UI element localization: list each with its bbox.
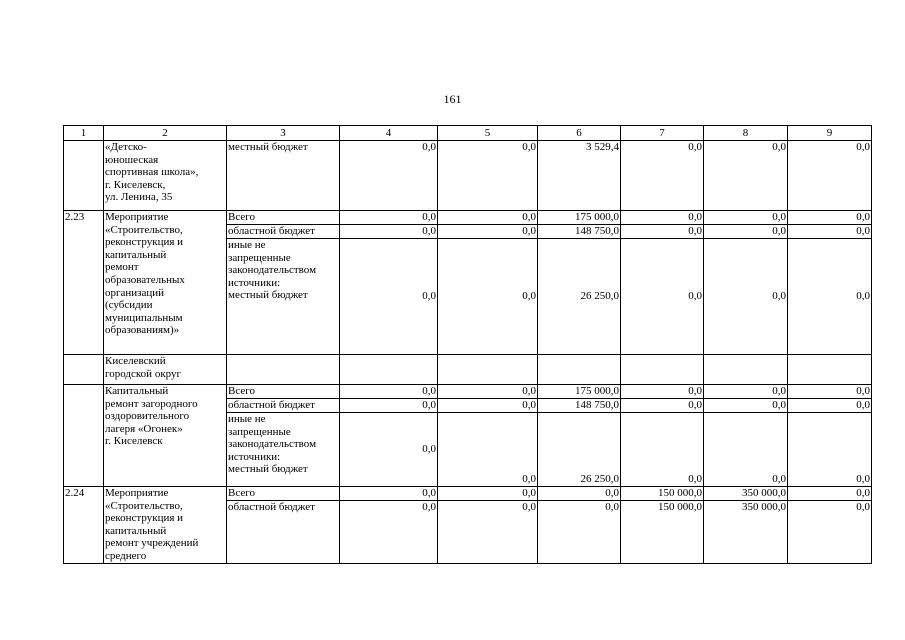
column-header: 8 (704, 126, 788, 141)
column-header: 4 (340, 126, 438, 141)
value-cell: 0,0 (340, 225, 438, 239)
activity-name: «Детско- юношеская спортивная школа», г. Киселевск, ул. Ленина, 35 (104, 141, 227, 211)
column-header: 7 (621, 126, 704, 141)
value-cell: 148 750,0 (538, 399, 621, 413)
value-cell (788, 355, 872, 385)
value-cell (438, 355, 538, 385)
value-cell: 0,0 (340, 487, 438, 501)
value-cell: 0,0 (438, 501, 538, 563)
value-cell: 0,0 (621, 385, 704, 399)
table-row (64, 385, 872, 399)
budget-table (63, 125, 872, 564)
column-header: 1 (64, 126, 104, 141)
value-cell: 0,0 (788, 413, 872, 487)
value-cell: 150 000,0 (621, 487, 704, 501)
column-header: 5 (438, 126, 538, 141)
value-cell: 0,0 (621, 141, 704, 211)
column-header: 9 (788, 126, 872, 141)
page-number: 161 (443, 92, 462, 106)
value-cell: 0,0 (621, 225, 704, 239)
value-cell: 0,0 (621, 239, 704, 355)
value-cell: 0,0 (788, 487, 872, 501)
column-number-row (64, 126, 872, 141)
value-cell: 26 250,0 (538, 239, 621, 355)
row-number (64, 355, 104, 385)
value-cell: 350 000,0 (704, 487, 788, 501)
value-cell: 0,0 (538, 487, 621, 501)
value-cell: 0,0 (704, 413, 788, 487)
funding-source: областной бюджет (227, 399, 340, 413)
value-cell: 175 000,0 (538, 211, 621, 225)
row-number: 2.23 (64, 211, 104, 355)
column-header: 6 (538, 126, 621, 141)
value-cell: 0,0 (704, 385, 788, 399)
value-cell: 0,0 (704, 225, 788, 239)
value-cell: 0,0 (340, 413, 438, 487)
funding-source: местный бюджет (227, 141, 340, 211)
funding-source: иные не запрещенные законодательством источники: местный бюджет (227, 413, 340, 487)
value-cell: 0,0 (438, 385, 538, 399)
value-cell: 0,0 (340, 141, 438, 211)
table-row (64, 355, 872, 385)
value-cell: 0,0 (704, 211, 788, 225)
value-cell: 26 250,0 (538, 413, 621, 487)
value-cell: 0,0 (438, 399, 538, 413)
value-cell: 0,0 (438, 239, 538, 355)
value-cell: 3 529,4 (538, 141, 621, 211)
value-cell (704, 355, 788, 385)
table-row (64, 141, 872, 211)
row-number (64, 385, 104, 487)
value-cell: 0,0 (621, 413, 704, 487)
value-cell: 0,0 (438, 225, 538, 239)
activity-name: Капитальный ремонт загородного оздоровительного лагеря «Огонек» г. Киселевск (104, 385, 227, 487)
value-cell: 350 000,0 (704, 501, 788, 563)
row-number: 2.24 (64, 487, 104, 564)
table-row (64, 487, 872, 501)
value-cell (621, 355, 704, 385)
value-cell: 0,0 (538, 501, 621, 563)
value-cell: 0,0 (340, 385, 438, 399)
value-cell: 0,0 (340, 399, 438, 413)
value-cell: 0,0 (438, 211, 538, 225)
value-cell: 0,0 (788, 399, 872, 413)
value-cell (538, 355, 621, 385)
value-cell: 0,0 (621, 399, 704, 413)
activity-name: Мероприятие «Строительство, реконструкция и капитальный ремонт образовательных организаций (субсидии муниципальным образованиям)» (104, 211, 227, 355)
table-row (64, 211, 872, 225)
value-cell: 150 000,0 (621, 501, 704, 563)
value-cell: 0,0 (788, 239, 872, 355)
value-cell: 0,0 (788, 141, 872, 211)
value-cell: 0,0 (788, 501, 872, 563)
value-cell: 0,0 (788, 211, 872, 225)
value-cell: 0,0 (704, 399, 788, 413)
value-cell: 0,0 (788, 225, 872, 239)
funding-source: Всего (227, 385, 340, 399)
value-cell (340, 355, 438, 385)
value-cell: 0,0 (438, 141, 538, 211)
value-cell: 0,0 (704, 141, 788, 211)
funding-source: областной бюджет (227, 225, 340, 239)
value-cell: 0,0 (340, 211, 438, 225)
value-cell: 0,0 (704, 239, 788, 355)
district-name: Киселевский городской округ (104, 355, 227, 385)
funding-source: иные не запрещенные законодательством источники: местный бюджет (227, 239, 340, 355)
funding-source: областной бюджет (227, 501, 340, 563)
funding-source: Всего (227, 487, 340, 501)
funding-source: Всего (227, 211, 340, 225)
row-number (64, 141, 104, 211)
value-cell: 0,0 (788, 385, 872, 399)
value-cell: 0,0 (340, 501, 438, 563)
value-cell: 175 000,0 (538, 385, 621, 399)
value-cell: 0,0 (340, 239, 438, 355)
column-header: 3 (227, 126, 340, 141)
activity-name: Мероприятие «Строительство, реконструкция и капитальный ремонт учреждений среднего (104, 487, 227, 564)
column-header: 2 (104, 126, 227, 141)
value-cell: 148 750,0 (538, 225, 621, 239)
funding-source (227, 355, 340, 385)
value-cell: 0,0 (438, 487, 538, 501)
value-cell: 0,0 (621, 211, 704, 225)
value-cell: 0,0 (438, 413, 538, 487)
